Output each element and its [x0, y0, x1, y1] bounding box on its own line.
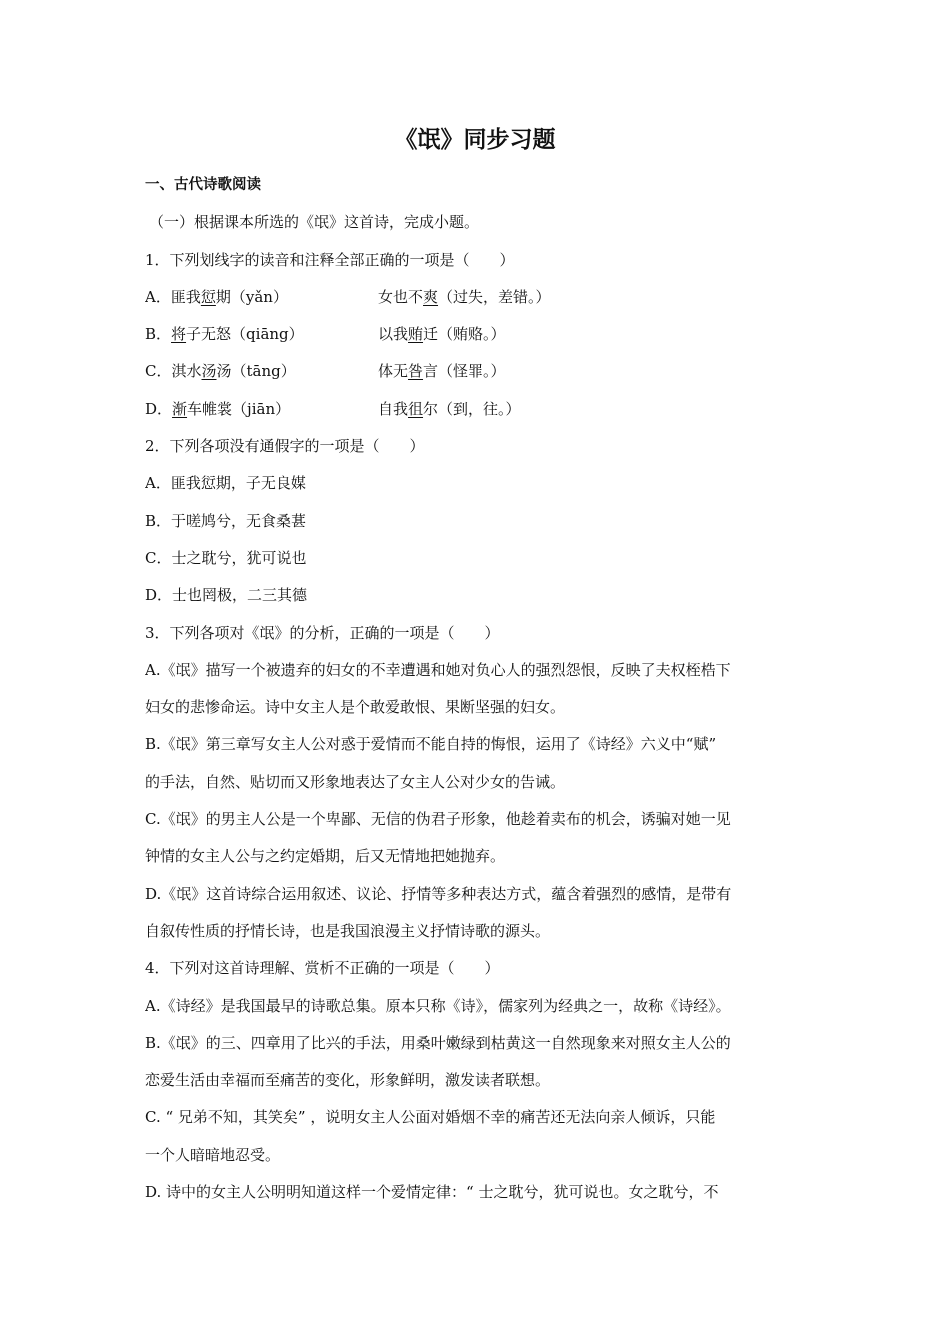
question-3-text-line: B.《氓》第三章写女主人公对惑于爱情而不能自持的悔恨，运用了《诗经》六义中“赋”: [145, 735, 717, 754]
question-3-text-line: 的手法，自然、贴切而又形象地表达了女主人公对少女的告诫。: [145, 772, 566, 791]
option-label: B．: [145, 325, 172, 344]
question-3-text-line: 钟情的女主人公与之约定婚期，后又无情地把她抛弃。: [145, 847, 506, 866]
question-2-option-a: A．匪我愆期，子无良媒: [145, 474, 306, 493]
underlined-char: 渐: [172, 399, 188, 418]
question-4-stem: 4．下列对这首诗理解、赏析不正确的一项是（ ）: [145, 959, 500, 978]
question-2-option-d: D．士也罔极，二三其德: [145, 586, 308, 605]
question-3-text-line: D.《氓》这首诗综合运用叙述、议论、抒情等多种表达方式，蕴含着强烈的感情，是带有: [145, 884, 732, 903]
option-text: 汤（tāng）: [216, 362, 296, 381]
question-4-text-line: 恋爱生活由幸福而至痛苦的变化，形象鲜明，激发读者联想。: [145, 1071, 551, 1090]
option-label: C．: [145, 362, 172, 381]
question-4-text-line: C. “ 兄弟不知，其笑矣” ，说明女主人公面对婚烟不幸的痛苦还无法向亲人倾诉，只能: [145, 1108, 716, 1127]
question-4-text-line: 一个人暗暗地忍受。: [145, 1145, 281, 1164]
option-second-column: [378, 356, 506, 386]
underlined-char: 爽: [423, 287, 439, 306]
question-3-text-line: 妇女的悲惨命运。诗中女主人是个敢爱敢恨、果断坚强的妇女。: [145, 698, 566, 717]
option-text: 言（怪罪。）: [423, 362, 506, 381]
question-2-option-c: C．士之耽兮，犹可说也: [145, 548, 307, 567]
option-text: 女也不: [378, 287, 424, 306]
question-1-option-d: [145, 394, 810, 431]
question-4-text-line: A.《诗经》是我国最早的诗歌总集。原本只称《诗》，儒家列为经典之一，故称《诗经》。: [145, 996, 731, 1015]
question-3-text-line: 自叙传性质的抒情长诗，也是我国浪漫主义抒情诗歌的源头。: [145, 921, 551, 940]
option-label: D．: [145, 399, 173, 418]
question-3-stem: 3．下列各项对《氓》的分析，正确的一项是（ ）: [145, 623, 500, 642]
option-text: 迁（贿赂。）: [423, 325, 506, 344]
option-text: 匪我: [170, 287, 201, 306]
option-label: A．: [145, 287, 171, 306]
option-text: 子无怒（qiāng）: [186, 325, 304, 344]
option-text: 期（yǎn）: [215, 287, 288, 306]
question-1-option-c: [145, 356, 810, 393]
underlined-char: 愆: [200, 287, 216, 306]
option-text: 淇水: [171, 362, 202, 381]
document-body: [145, 170, 810, 1214]
underlined-char: 将: [171, 325, 187, 344]
question-1-option-a: [145, 282, 810, 319]
option-text: 自我: [378, 399, 409, 418]
option-second-column: [378, 319, 506, 349]
question-2-stem: 2．下列各项没有通假字的一项是（ ）: [145, 437, 425, 456]
question-4-text-line: D. 诗中的女主人公明明知道这样一个爱情定律：“ 士之耽兮，犹可说也。女之耽兮，不: [145, 1183, 719, 1202]
underlined-char: 徂: [408, 399, 424, 418]
option-text: 车帷裳（jiān）: [187, 399, 291, 418]
intro-text: （一）根据课本所选的《氓》这首诗，完成小题。: [149, 213, 480, 232]
question-3-text-line: A.《氓》描写一个被遗弃的妇女的不幸遭遇和她对负心人的强烈怨恨，反映了夫权桎梏下: [145, 660, 731, 679]
option-text: （过失，差错。）: [438, 287, 551, 306]
underlined-char: 咎: [408, 362, 424, 381]
option-text: 体无: [378, 362, 409, 381]
page-title: 《氓》同步习题: [394, 127, 556, 153]
option-second-column: [378, 282, 551, 312]
question-2-option-b: B．于嗟鸠兮，无食桑葚: [145, 511, 307, 530]
question-1-stem: 1．下列划线字的读音和注释全部正确的一项是（ ）: [145, 250, 515, 269]
question-3-text-line: C.《氓》的男主人公是一个卑鄙、无信的伪君子形象，他趁着卖布的机会，诱骗对她一见: [145, 810, 731, 829]
underlined-char: 汤: [201, 362, 217, 381]
question-4-text-line: B.《氓》的三、四章用了比兴的手法，用桑叶嫩绿到枯黄这一自然现象来对照女主人公的: [145, 1033, 731, 1052]
underlined-char: 贿: [408, 325, 424, 344]
section-heading: 一、古代诗歌阅读: [145, 177, 261, 193]
option-second-column: [378, 394, 521, 424]
option-text: 尔（到，往。）: [423, 399, 521, 418]
question-1-option-b: [145, 319, 810, 356]
option-text: 以我: [378, 325, 409, 344]
